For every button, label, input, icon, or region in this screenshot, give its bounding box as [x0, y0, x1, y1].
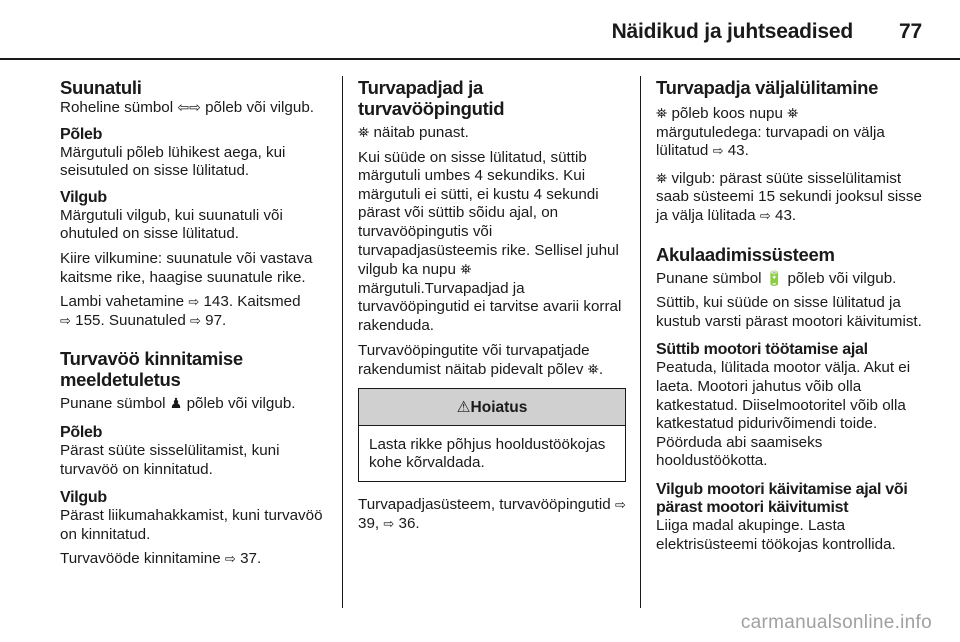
seatbelt-icon: ♟ [169, 395, 183, 412]
paragraph-valja-vilgub: ⛯ vilgub: pärast süüte sisselülitamist saab süsteemi 15 sekundi jooksul sisse ja välja lülitada ⇨ 43. [656, 169, 922, 224]
paragraph-punane: Punane sümbol ♟ põleb või vilgub. [60, 395, 296, 413]
paragraph-pingutite: Turvavööpingutite või turvapatjade rakendumist näitab pidevalt põlev ⛯. [358, 341, 604, 379]
heading-poleb-2: Põleb [60, 423, 103, 441]
arrow-icon: ⇨ [759, 207, 771, 223]
warning-body: Lasta rikke põhjus hooldustöökojas kohe kõrvaldada. [369, 435, 606, 472]
airbag-off-icon: ⛯ [460, 261, 472, 278]
paragraph-poleb: Märgutuli põleb lühikest aega, kui seisutuled on sisse lülitatud. [60, 143, 286, 180]
paragraph-roheline: Roheline sümbol ⇦⇨ põleb või vilgub. [60, 99, 314, 116]
header-title: Näidikud ja juhtseadised [611, 20, 854, 43]
airbag-icon: ⛯ [587, 361, 599, 378]
paragraph-vilgub-2: Pärast liikumahakkamist, kuni turvavöö on kinnitatud. [60, 507, 323, 543]
arrow-icon: ⇨ [224, 551, 236, 567]
heading-too: Süttib mootori töötamise ajal [656, 341, 868, 359]
airbag-off-icon: ⛯ [656, 105, 668, 121]
page-header [612, 20, 922, 44]
paragraph-ref: Turvapadjasüsteem, turvavööpingutid ⇨ 39, ⇨ 36. [358, 495, 626, 532]
paragraph-valja-poleb: ⛯ põleb koos nupu ⛯ märgutuledega: turvapadi on välja lülitatud ⇨ 43. [656, 105, 885, 160]
heading-valjalulitamine: Turvapadja väljalülitamine [656, 77, 879, 98]
heading-turvavoo: Turvavöö kinnitamise meeldetuletus [60, 348, 243, 391]
arrow-icon: ⇨ [190, 312, 201, 328]
warning-header [359, 389, 625, 426]
airbag-off-icon: ⛯ [787, 105, 799, 121]
paragraph-kui: Kui süüde on sisse lülitatud, süttib märgutuli umbes 4 sekundiks. Kui märgutuli ei sütti, ei kustu 4 sekundi pärast või süttib sõidu ajal, on turvavööpingutis või turvapadjasüsteemis rike. Sellisel juhul vilgub ka nupu ⛯ märgutuli.Turvapadjad ja turvavööpingutid ei tarvitse avarii korral rakenduda. [358, 148, 622, 334]
column-divider-1 [342, 76, 343, 608]
heading-kaivitamise: Vilgub mootori käivitamise ajal või pärast mootori käivitumist [656, 480, 908, 516]
heading-poleb: Põleb [60, 125, 103, 143]
paragraph-syttib: Süttib, kui süüde on sisse lülitatud ja kustub varsti pärast mootori käivitumist. [656, 294, 922, 330]
heading-aku: Akulaadimissüsteem [656, 243, 835, 265]
airbag-off-icon: ⛯ [656, 169, 668, 186]
warning-box [358, 388, 626, 482]
paragraph-aku: Punane sümbol 🔋 põleb või vilgub. [656, 269, 897, 287]
warning-icon: ⚠ [456, 398, 471, 416]
watermark: carmanualsonline.info [740, 612, 932, 633]
arrow-icon: ⇨ [614, 496, 626, 512]
heading-turvapadjad: Turvapadjad ja turvavööpingutid [358, 77, 505, 119]
paragraph-lambi: Lambi vahetamine ⇨ 143. Kaitsmed ⇨ 155. Suunatuled ⇨ 97. [60, 293, 301, 329]
column-1 [60, 77, 328, 569]
paragraph-poleb-2: Pärast süüte sisselülitamist, kuni turvavöö on kinnitatud. [60, 441, 280, 478]
paragraph-turvavoode: Turvavööde kinnitamine ⇨ 37. [60, 550, 262, 568]
arrow-icon: ⇨ [383, 515, 395, 531]
arrow-icon: ⇨ [712, 143, 724, 159]
battery-icon: 🔋 [765, 269, 784, 286]
arrow-icon: ⇨ [60, 312, 71, 328]
arrow-icon: ⇨ [188, 294, 200, 310]
header-rule [0, 58, 960, 60]
heading-vilgub-2: Vilgub [60, 489, 107, 507]
paragraph-naitab: ⛯ näitab punast. [358, 124, 469, 141]
paragraph-vilgub: Märgutuli vilgub, kui suunatuli või ohutuled on sisse lülitatud. [60, 206, 283, 243]
page-number: 77 [899, 20, 922, 43]
column-3 [656, 77, 930, 554]
paragraph-kaivitamise: Liiga madal akupinge. Lasta elektrisüsteemi töökojas kontrollida. [656, 516, 896, 553]
column-2 [358, 77, 626, 533]
heading-suunatuli: Suunatuli [60, 77, 142, 98]
paragraph-too: Peatuda, lülitada mootor välja. Akut ei laeta. Mootori jahutus võib olla katkestatud. Diiselmootoritel võib olla katkestatud pidurivõimendi toide. Pöörduda abi saamiseks hooldustöökotta. [656, 359, 911, 470]
warning-title: Hoiatus [470, 398, 528, 416]
column-divider-2 [640, 76, 641, 608]
airbag-icon: ⛯ [358, 124, 370, 140]
turn-signal-icon: ⇦⇨ [177, 99, 201, 115]
paragraph-kiire: Kiire vilkumine: suunatule või vastava kaitsme rike, haagise suunatule rike. [60, 249, 313, 286]
heading-vilgub: Vilgub [60, 188, 107, 206]
